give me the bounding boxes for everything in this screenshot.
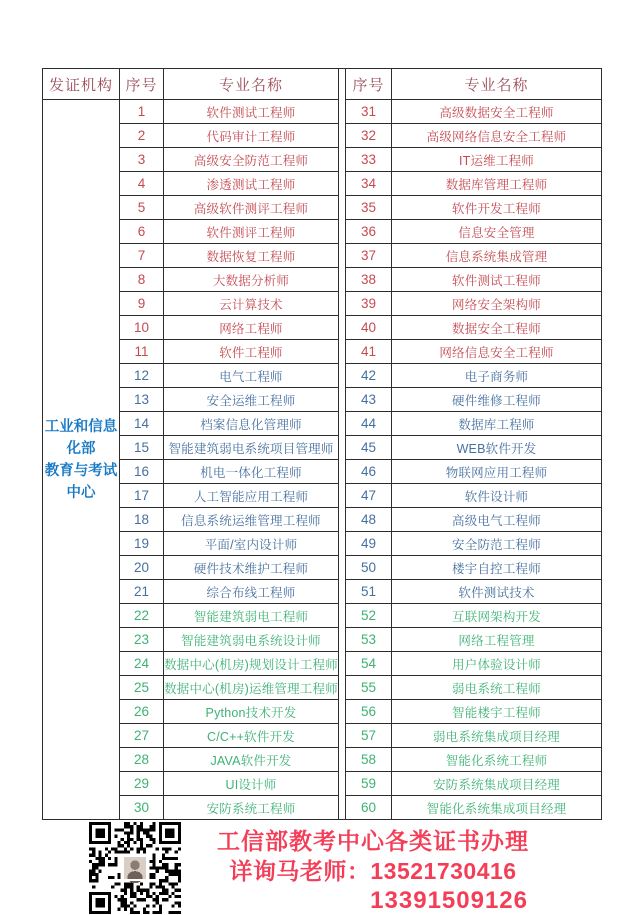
row-number-cell: 55 [346,676,392,700]
profession-name-cell: 硬件维修工程师 [392,388,601,412]
profession-name-cell: 数据中心(机房)规划设计工程师 [164,652,339,676]
profession-name-cell: 高级软件测评工程师 [164,196,339,220]
footer-contact [216,826,530,915]
row-number-cell: 9 [120,292,164,316]
profession-name-cell: 档案信息化管理师 [164,412,339,436]
header-left-number: 序号 [120,69,164,100]
row-number-cell: 27 [120,724,164,748]
row-number-cell: 18 [120,508,164,532]
left-number-column [120,100,164,819]
row-number-cell: 11 [120,340,164,364]
row-number-cell: 2 [120,124,164,148]
profession-name-cell: 信息系统集成管理 [392,244,601,268]
left-name-column [164,100,339,819]
profession-name-cell: 数据库工程师 [392,412,601,436]
row-number-cell: 24 [120,652,164,676]
row-number-cell: 34 [346,172,392,196]
profession-name-cell: 电子商务师 [392,364,601,388]
row-number-cell: 20 [120,556,164,580]
profession-name-cell: 数据中心(机房)运维管理工程师 [164,676,339,700]
profession-name-cell: Python技术开发 [164,700,339,724]
row-number-cell: 36 [346,220,392,244]
row-number-cell: 31 [346,100,392,124]
profession-name-cell: 数据恢复工程师 [164,244,339,268]
profession-name-cell: 软件工程师 [164,340,339,364]
profession-name-cell: 软件测评工程师 [164,220,339,244]
row-number-cell: 30 [120,796,164,819]
row-number-cell: 12 [120,364,164,388]
profession-name-cell: IT运维工程师 [392,148,601,172]
row-number-cell: 16 [120,460,164,484]
profession-name-cell: 网络信息安全工程师 [392,340,601,364]
row-number-cell: 47 [346,484,392,508]
row-number-cell: 43 [346,388,392,412]
profession-name-cell: 弱电系统集成项目经理 [392,724,601,748]
profession-name-cell: 楼宇自控工程师 [392,556,601,580]
row-number-cell: 5 [120,196,164,220]
profession-name-cell: 云计算技术 [164,292,339,316]
row-number-cell: 3 [120,148,164,172]
row-number-cell: 26 [120,700,164,724]
profession-name-cell: 安全运维工程师 [164,388,339,412]
row-number-cell: 44 [346,412,392,436]
row-number-cell: 45 [346,436,392,460]
row-number-cell: 50 [346,556,392,580]
row-number-cell: 15 [120,436,164,460]
row-number-cell: 59 [346,772,392,796]
row-number-cell: 4 [120,172,164,196]
profession-name-cell: 安防系统集成项目经理 [392,772,601,796]
profession-name-cell: 智能化系统工程师 [392,748,601,772]
row-number-cell: 49 [346,532,392,556]
footer-title: 工信部教考中心各类证书办理 [217,828,529,854]
profession-name-cell: 高级数据安全工程师 [392,100,601,124]
row-number-cell: 41 [346,340,392,364]
row-number-cell: 40 [346,316,392,340]
profession-name-cell: 电气工程师 [164,364,339,388]
footer-phone2: 13391509126 [370,887,528,914]
header-right-number: 序号 [346,69,392,100]
row-number-cell: 29 [120,772,164,796]
issuer-column [43,100,120,819]
column-gap [339,100,346,819]
profession-name-cell: 智能建筑弱电工程师 [164,604,339,628]
profession-name-cell: 信息安全管理 [392,220,601,244]
profession-name-cell: 平面/室内设计师 [164,532,339,556]
profession-name-cell: 软件测试工程师 [392,268,601,292]
row-number-cell: 6 [120,220,164,244]
profession-name-cell: 智能楼宇工程师 [392,700,601,724]
profession-name-cell: 人工智能应用工程师 [164,484,339,508]
row-number-cell: 17 [120,484,164,508]
row-number-cell: 58 [346,748,392,772]
profession-name-cell: 机电一体化工程师 [164,460,339,484]
qr-code [87,822,183,914]
profession-name-cell: JAVA软件开发 [164,748,339,772]
row-number-cell: 22 [120,604,164,628]
row-number-cell: 60 [346,796,392,819]
row-number-cell: 38 [346,268,392,292]
profession-name-cell: 渗透测试工程师 [164,172,339,196]
row-number-cell: 54 [346,652,392,676]
row-number-cell: 57 [346,724,392,748]
row-number-cell: 37 [346,244,392,268]
row-number-cell: 35 [346,196,392,220]
row-number-cell: 48 [346,508,392,532]
profession-name-cell: 网络工程师 [164,316,339,340]
profession-name-cell: 互联网架构开发 [392,604,601,628]
row-number-cell: 53 [346,628,392,652]
profession-name-cell: 高级电气工程师 [392,508,601,532]
row-number-cell: 13 [120,388,164,412]
header-issuer: 发证机构 [43,69,120,100]
header-left-name: 专业名称 [164,69,339,100]
profession-name-cell: C/C++软件开发 [164,724,339,748]
profession-name-cell: 数据安全工程师 [392,316,601,340]
row-number-cell: 39 [346,292,392,316]
profession-name-cell: 安全防范工程师 [392,532,601,556]
row-number-cell: 33 [346,148,392,172]
certificates-table [42,68,602,820]
profession-name-cell: 网络工程管理 [392,628,601,652]
row-number-cell: 23 [120,628,164,652]
row-number-cell: 46 [346,460,392,484]
profession-name-cell: 软件测试技术 [392,580,601,604]
row-number-cell: 1 [120,100,164,124]
footer-contact-phone1: 详询马老师：13521730416 [229,858,517,884]
row-number-cell: 42 [346,364,392,388]
row-number-cell: 56 [346,700,392,724]
profession-name-cell: 弱电系统工程师 [392,676,601,700]
profession-name-cell: 代码审计工程师 [164,124,339,148]
profession-name-cell: UI设计师 [164,772,339,796]
profession-name-cell: 信息系统运维管理工程师 [164,508,339,532]
row-number-cell: 8 [120,268,164,292]
row-number-cell: 19 [120,532,164,556]
issuer-line: 教育与考试中心 [44,462,118,501]
profession-name-cell: 软件测试工程师 [164,100,339,124]
profession-name-cell: WEB软件开发 [392,436,601,460]
profession-name-cell: 安防系统工程师 [164,796,339,819]
profession-name-cell: 软件设计师 [392,484,601,508]
profession-name-cell: 硬件技术维护工程师 [164,556,339,580]
row-number-cell: 25 [120,676,164,700]
profession-name-cell: 物联网应用工程师 [392,460,601,484]
profession-name-cell: 智能建筑弱电系统项目管理师 [164,436,339,460]
right-name-column [392,100,601,819]
header-right-name: 专业名称 [392,69,601,100]
profession-name-cell: 综合布线工程师 [164,580,339,604]
profession-name-cell: 用户体验设计师 [392,652,601,676]
issuer-line: 工业和信息化部 [44,418,118,457]
profession-name-cell: 高级安全防范工程师 [164,148,339,172]
table-body [43,100,601,819]
profession-name-cell: 网络安全架构师 [392,292,601,316]
profession-name-cell: 数据库管理工程师 [392,172,601,196]
table-header-row [43,69,601,100]
profession-name-cell: 智能建筑弱电系统设计师 [164,628,339,652]
profession-name-cell: 高级网络信息安全工程师 [392,124,601,148]
row-number-cell: 51 [346,580,392,604]
row-number-cell: 7 [120,244,164,268]
row-number-cell: 14 [120,412,164,436]
profession-name-cell: 软件开发工程师 [392,196,601,220]
issuer-cell [43,100,120,819]
row-number-cell: 21 [120,580,164,604]
profession-name-cell: 大数据分析师 [164,268,339,292]
profession-name-cell: 智能化系统集成项目经理 [426,801,567,816]
row-number-cell: 10 [120,316,164,340]
row-number-cell: 52 [346,604,392,628]
right-number-column [346,100,392,819]
header-gap [339,69,346,100]
row-number-cell: 32 [346,124,392,148]
row-number-cell: 28 [120,748,164,772]
